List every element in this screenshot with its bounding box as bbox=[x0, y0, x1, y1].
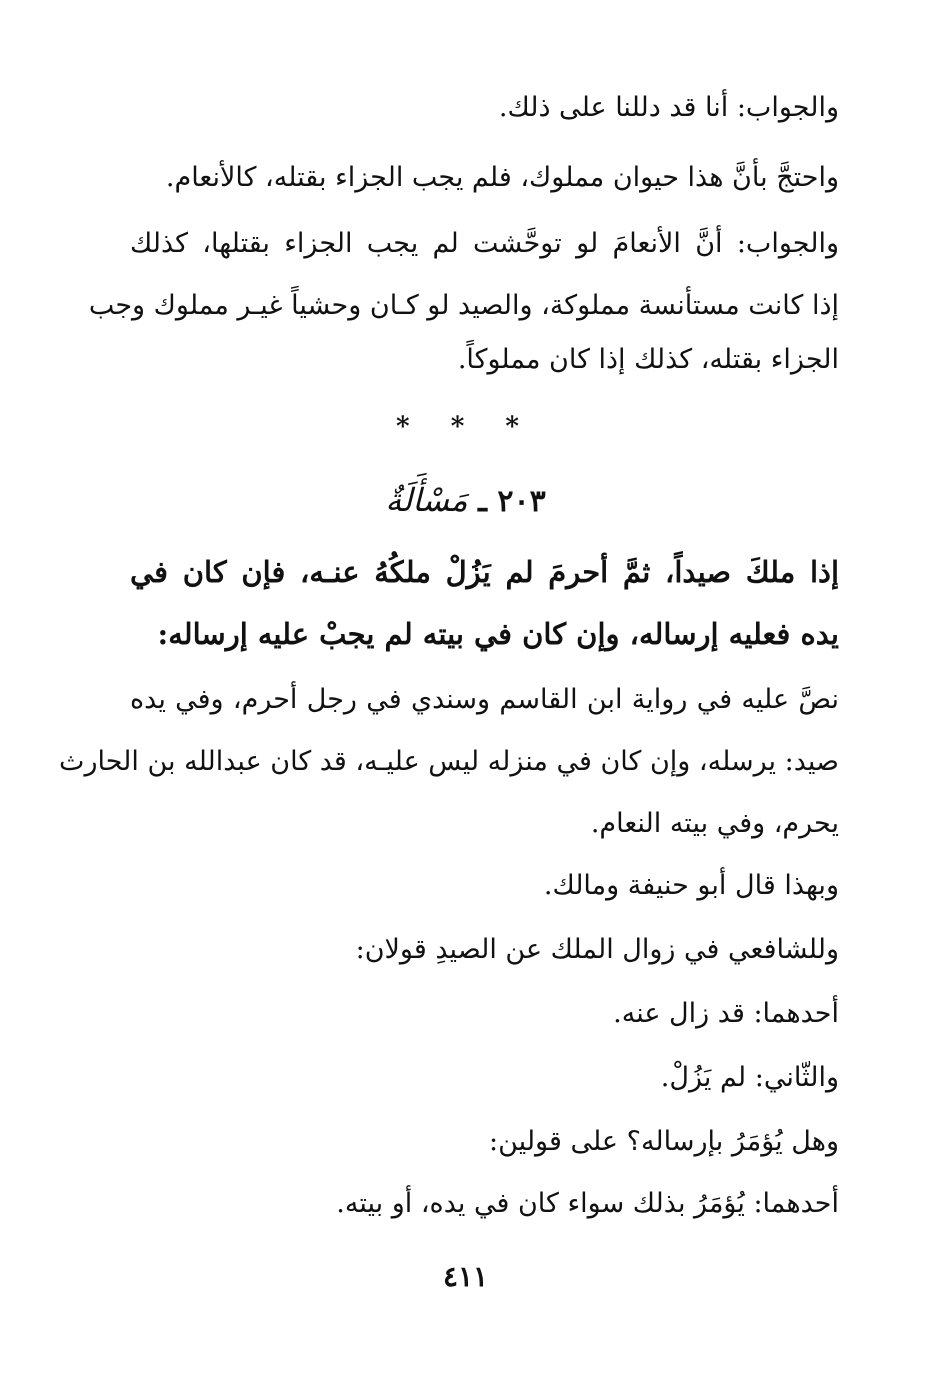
page-number: ٤١١ bbox=[442, 1260, 489, 1293]
question-line-1: إذا ملكَ صيداً، ثمَّ أحرمَ لم يَزُلْ ملكُهُ عنـه، فإن كان في bbox=[130, 555, 839, 589]
section-separator: * * * bbox=[396, 412, 535, 442]
body-line-9: أحدهما: يُؤمَرُ بذلك سواء كان في يده، أو بيته. bbox=[336, 1188, 839, 1219]
body-line-3: يحرم، وفي بيته النعام. bbox=[590, 808, 839, 839]
body-line-8: وهل يُؤمَرُ بإرساله؟ على قولين: bbox=[489, 1126, 839, 1157]
heading-word: مَسْأَلَةٌ bbox=[385, 481, 468, 519]
question-line-2: يده فعليه إرساله، وإن كان في بيته لم يجبْ عليه إرساله: bbox=[157, 617, 839, 651]
paragraph-line-3: والجواب: أنَّ الأنعامَ لو توحَّشت لم يجب الجزاء بقتلها، كذلك bbox=[130, 228, 839, 259]
body-line-2: صيد: يرسله، وإن كان في منزله ليس عليـه، قد كان عبدالله بن الحارث bbox=[59, 746, 839, 777]
paragraph-line-2: واحتجَّ بأنَّ هذا حيوان مملوك، فلم يجب الجزاء بقتله، كالأنعام. bbox=[165, 162, 839, 193]
paragraph-line-1: والجواب: أنا قد دللنا على ذلك. bbox=[498, 92, 839, 123]
body-line-4: وبهذا قال أبو حنيفة ومالك. bbox=[543, 870, 839, 901]
body-line-7: والثّاني: لم يَزُلْ. bbox=[660, 1062, 839, 1093]
body-line-5: وللشافعي في زوال الملك عن الصيدِ قولان: bbox=[355, 934, 839, 965]
heading-number: ٢٠٣ ـ bbox=[478, 484, 546, 519]
paragraph-line-5: الجزاء بقتله، كذلك إذا كان مملوكاً. bbox=[457, 344, 839, 375]
body-line-1: نصَّ عليه في رواية ابن القاسم وسندي في رجل أحرم، وفي يده bbox=[130, 684, 839, 715]
body-line-6: أحدهما: قد زال عنه. bbox=[613, 998, 839, 1029]
paragraph-line-4: إذا كانت مستأنسة مملوكة، والصيد لو كـان وحشياً غيـر مملوك وجب bbox=[88, 290, 839, 321]
section-heading bbox=[0, 478, 931, 524]
